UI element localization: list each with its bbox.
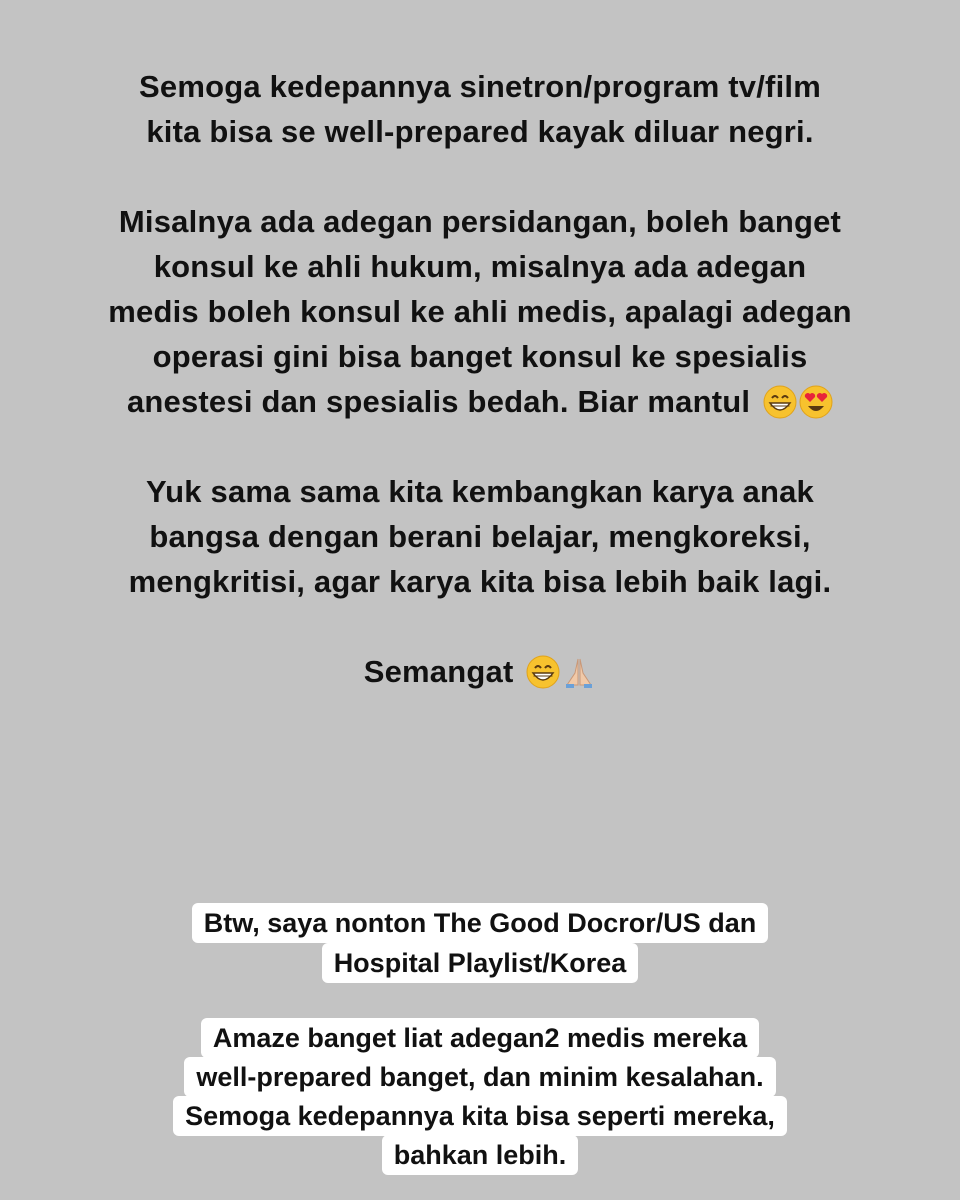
grinning-face-icon [526, 655, 560, 689]
caption-line: Amaze banget liat adegan2 medis mereka [201, 1018, 759, 1058]
text-line: Yuk sama sama kita kembangkan karya anak [145, 474, 814, 509]
caption-line: Semoga kedepannya kita bisa seperti mereka, [173, 1096, 787, 1136]
praying-hands-icon [562, 655, 596, 689]
text-line: Semoga kedepannya sinetron/program tv/film [139, 69, 821, 104]
closing-line [0, 649, 960, 694]
text-line-with-emoji [0, 379, 960, 424]
caption-box-2 [0, 1018, 960, 1174]
text-line: konsul ke ahli hukum, misalnya ada adegan [153, 249, 807, 284]
text-line: operasi gini bisa banget konsul ke spesialis [152, 339, 808, 374]
text-line: anestesi dan spesialis bedah. Biar mantul [126, 384, 751, 419]
caption-line: well-prepared banget, dan minim kesalahan. [184, 1057, 775, 1097]
text-line: mengkritisi, agar karya kita bisa lebih baik lagi. [128, 564, 832, 599]
caption-box-1 [0, 903, 960, 983]
grinning-face-icon [763, 385, 797, 419]
text-line: bangsa dengan berani belajar, mengkoreksi, [149, 519, 811, 554]
text-line: kita bisa se well-prepared kayak diluar negri. [146, 114, 814, 149]
text-line: Misalnya ada adegan persidangan, boleh banget [118, 204, 842, 239]
closing-text: Semangat [363, 654, 514, 689]
story-text [0, 64, 960, 694]
caption-line: Btw, saya nonton The Good Docror/US dan [192, 903, 769, 943]
caption-line: bahkan lebih. [382, 1135, 579, 1175]
text-line: medis boleh konsul ke ahli medis, apalagi adegan [108, 294, 852, 329]
heart-eyes-face-icon [799, 385, 833, 419]
caption-line: Hospital Playlist/Korea [322, 943, 639, 983]
